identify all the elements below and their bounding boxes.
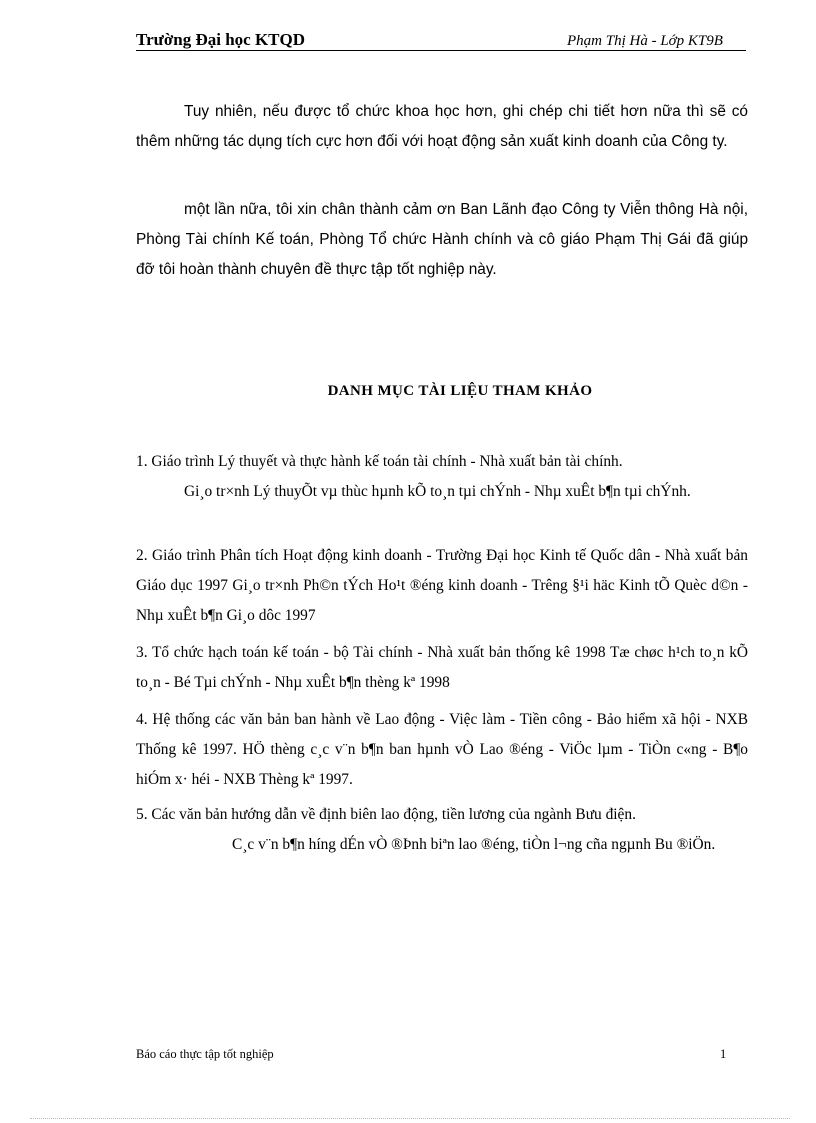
paragraph-1: Tuy nhiên, nếu được tổ chức khoa học hơn, ghi chép chi tiết hơn nữa thì sẽ có thêm những tác dụng tích cực hơn đối với hoạt động sản xuất kinh doanh của Công ty. — [136, 103, 748, 150]
page-number: 1 — [720, 1047, 727, 1061]
reference-5: 5. Các văn bản hướng dẫn về định biên lao động, tiền lương của ngành Bưu điện. — [136, 806, 636, 823]
reference-3: 3. Tổ chức hạch toán kế toán - bộ Tài chính - Nhà xuất bản thống kê 1998 Tæ chøc h¹ch to¸n kÕ to¸n - Bé Tµi chÝnh - Nhµ xuÊt b¶n thèng kª 1998 — [136, 644, 748, 691]
header-rule — [136, 50, 746, 51]
reference-1 — [136, 447, 748, 507]
header-school: Trường Đại học KTQD — [136, 30, 306, 49]
reference-5-encoded: C¸c v¨n b¶n híng dÉn vÒ ®Þnh biªn lao ®éng, tiÒn l¬ng cña ngµnh Bu ®iÖn. — [232, 836, 716, 853]
page-bottom-border — [30, 1118, 790, 1119]
reference-4: 4. Hệ thống các văn bản ban hành về Lao động - Việc làm - Tiền công - Bảo hiểm xã hội - NXB Thống kê 1997. HÖ thèng c¸c v¨n b¶n ban hµnh vÒ Lao ®éng - ViÖc lµm - TiÒn c«ng - B¶o hiÓm x· héi - NXB Thèng kª 1997. — [136, 711, 748, 788]
footer-title: Báo cáo thực tập tốt nghiệp — [136, 1047, 274, 1061]
reference-2: 2. Giáo trình Phân tích Hoạt động kinh doanh - Trường Đại học Kinh tế Quốc dân - Nhà xuất bản Giáo dục 1997 Gi¸o tr×nh Ph©n tÝch Ho¹t ®éng kinh doanh - Trêng §¹i häc Kinh tÕ Quèc d©n - Nhµ xuÊt b¶n Gi¸o dôc 1997 — [136, 547, 748, 624]
reference-1-encoded: Gi¸o tr×nh Lý thuyÕt vµ thùc hµnh kÕ to¸n tµi chÝnh - Nhµ xuÊt b¶n tµi chÝnh. — [184, 483, 691, 500]
header-author: Phạm Thị Hà - Lớp KT9B — [567, 33, 723, 49]
reference-1-text: 1. Giáo trình Lý thuyết và thực hành kế toán tài chính - Nhà xuất bản tài chính. — [136, 453, 623, 470]
paragraph-2: một lần nữa, tôi xin chân thành cảm ơn Ban Lãnh đạo Công ty Viễn thông Hà nội, Phòng Tài chính Kế toán, Phòng Tổ chức Hành chính và cô giáo Phạm Thị Gái đã giúp đỡ tôi hoàn thành chuyên đề thực tập tốt nghiệp này. — [136, 201, 748, 278]
references-title: DANH MỤC TÀI LIỆU THAM KHẢO — [327, 383, 593, 399]
